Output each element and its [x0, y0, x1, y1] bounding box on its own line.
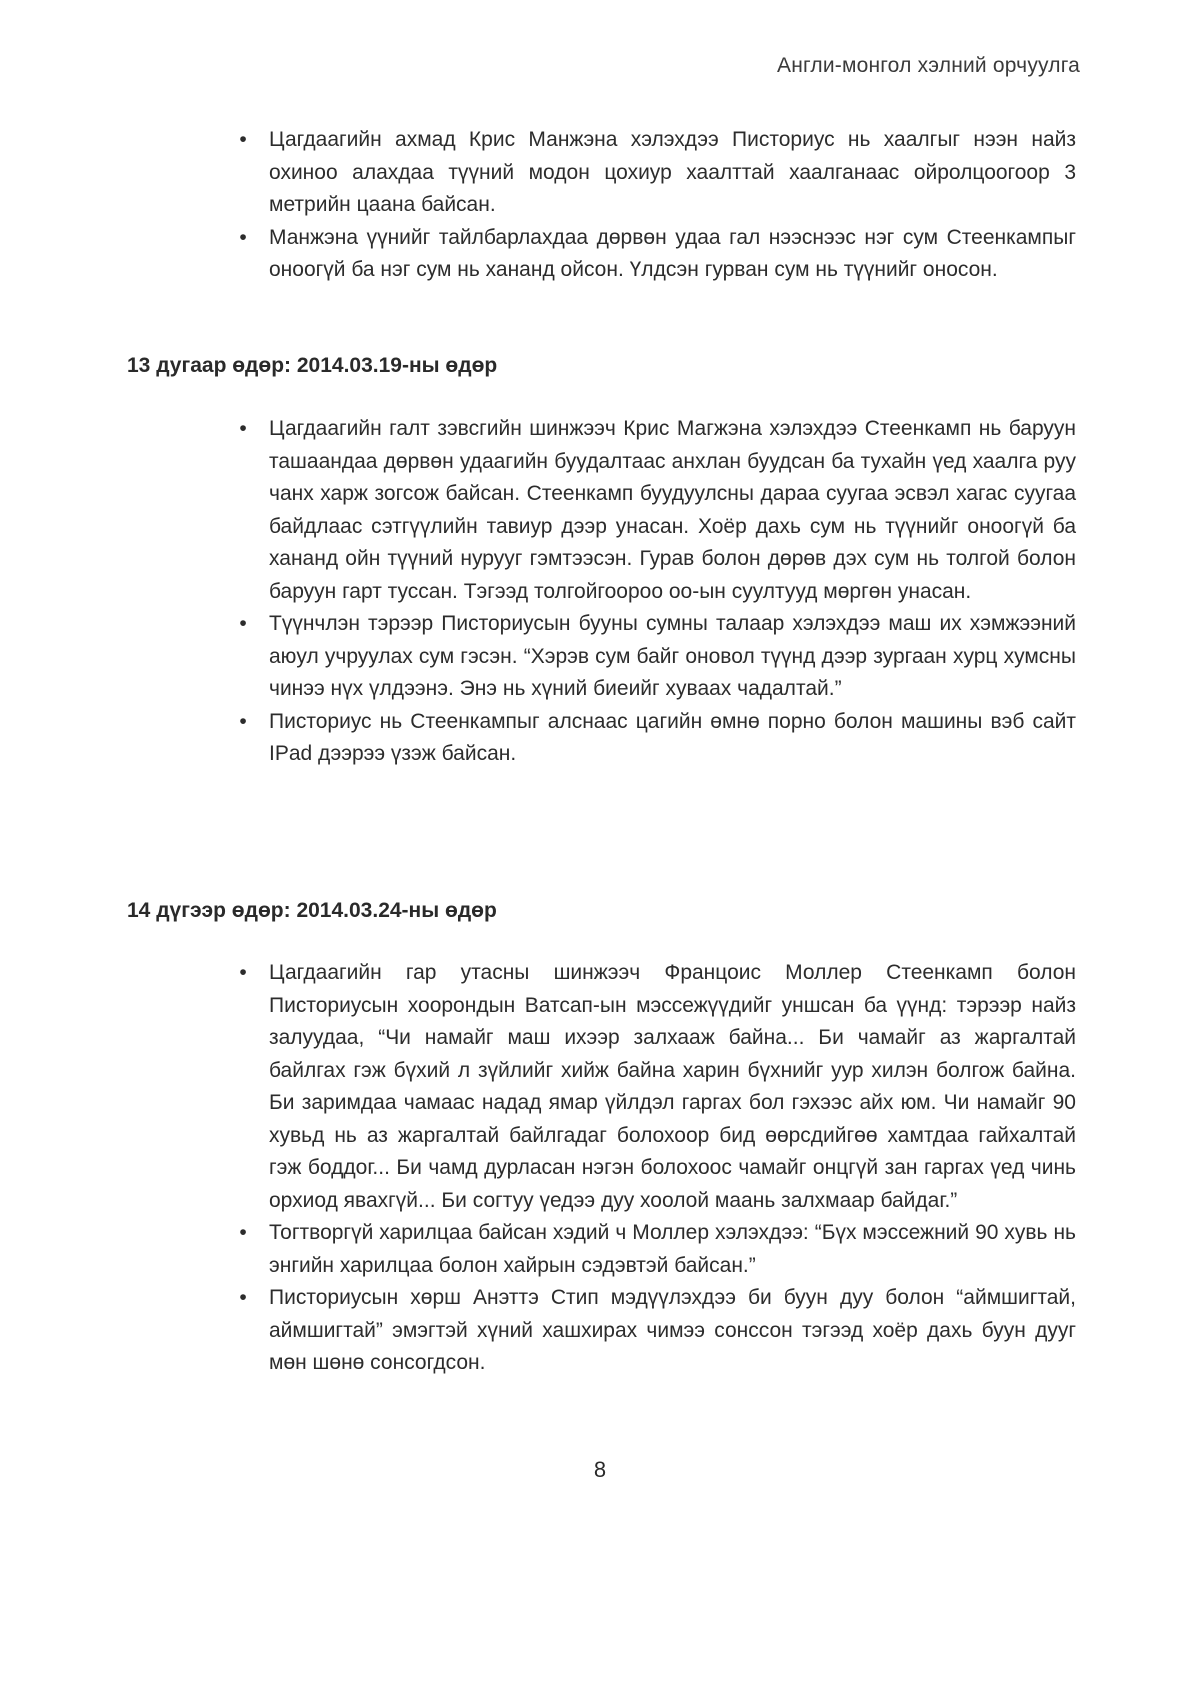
- list-item-text: Цагдаагийн галт зэвсгийн шинжээч Крис Магжэна хэлэхдээ Стеенкамп нь баруун ташаандаа дөрвөн удаагийн буудалтаас анхлан буудсан ба тухайн үед хаалга руу чанх харж зогсож байсан. Стеенкамп буудуулсны дараа суугаа эсвэл хагас суугаа байдлаас сэтгүүлийн тавиур дээр унасан. Хоёр дахь сум нь түүнийг оноогүй ба хананд ойн түүний нурууг гэмтээсэн. Гурав болон дөрөв дэх сум нь толгой болон баруун гарт туссан. Тэгээд толгойгоороо оо-ын суултууд мөргөн унасан.: [269, 417, 1076, 603]
- running-header: Англи-монгол хэлний орчуулга: [776, 54, 1080, 77]
- list-item: [236, 608, 1076, 706]
- bullet-icon: •: [239, 612, 247, 635]
- list-item-text: Цагдаагийн гар утасны шинжээч Францоис Моллер Стеенкамп болон Писториусын хоорондын Ватсап-ын мэссежүүдийг уншсан ба үүнд: тэрээр найз залуудаа, “Чи намайг маш ихээр залхааж байна... Би чамайг аз жаргалтай байлгах гэж бүхий л зүйлийг хийж байна харин бүхнийг уур хилэн болгож байна. Би заримдаа чамаас надад ямар үйлдэл гаргах бол гэхээс айх юм. Чи намайг 90 хувьд нь аз жаргалтай байлгадаг болохоор бид өөрсдийгөө хамтдаа гайхалтай гэж боддог... Би чамд дурласан нэгэн болохоос чамайг онцгүй зан гаргах үед чинь орхиод явахгүй... Би согтуу үедээ дуу хоолой маань залхмаар байдаг.”: [269, 961, 1076, 1212]
- bullet-icon: •: [239, 128, 247, 151]
- list-item-text: Манжэна үүнийг тайлбарлахдаа дөрвөн удаа гал нээснээс нэг сум Стеенкампыг оноогүй ба нэг сум нь хананд ойсон. Үлдсэн гурван сум нь түүнийг оносон.: [269, 225, 1076, 281]
- list-item-text: Писториус нь Стеенкампыг алснаас цагийн өмнө порно болон машины вэб сайт IPad дээрээ үзэж байсан.: [269, 709, 1076, 765]
- section-heading-day13: 13 дугаар өдөр: 2014.03.19-ны өдөр: [127, 354, 498, 377]
- day14-bullet-list: [236, 957, 1076, 1380]
- list-item: [236, 124, 1076, 222]
- bullet-icon: •: [239, 709, 247, 733]
- list-item-text: Цагдаагийн ахмад Крис Манжэна хэлэхдээ Писториус нь хаалгыг нээн найз охиноо алахдаа түүний модон цохиур хаалттай хаалганаас ойролцоогоор 3 метрийн цаана байсан.: [269, 128, 1076, 216]
- list-item: [236, 706, 1076, 771]
- list-item: [236, 1217, 1076, 1282]
- bullet-icon: •: [239, 225, 247, 249]
- list-item-text: Түүнчлэн тэрээр Писториусын бууны сумны талаар хэлэхдээ маш их хэмжээний аюул учруулах сум гэсэн. “Хэрэв сум байг оновол түүнд дээр зургаан хурц хумсны чинээ нүх үлдээнэ. Энэ нь хүний биеийг хуваах чадалтай.”: [269, 612, 1076, 700]
- intro-bullet-list: [236, 124, 1076, 287]
- bullet-icon: •: [239, 1286, 247, 1309]
- bullet-icon: •: [239, 1221, 247, 1244]
- bullet-icon: •: [239, 961, 247, 984]
- bullet-icon: •: [239, 417, 247, 440]
- list-item: [236, 1282, 1076, 1380]
- list-item-text: Писториусын хөрш Анэттэ Стип мэдүүлэхдээ би буун дуу болон “аймшигтай, аймшигтай” эмэгтэй хүний хашхирах чимээ сонссон тэгээд хоёр дахь буун дууг мөн шөнө сонсогдсон.: [269, 1286, 1076, 1374]
- list-item: [236, 222, 1076, 287]
- section-heading-day14: 14 дүгээр өдөр: 2014.03.24-ны өдөр: [127, 899, 497, 922]
- list-item: [236, 957, 1076, 1217]
- page-number: 8: [593, 1457, 607, 1482]
- day13-bullet-list: [236, 413, 1076, 771]
- list-item-text: Тогтворгүй харилцаа байсан хэдий ч Моллер хэлэхдээ: “Бүх мэссежний 90 хувь нь энгийн харилцаа болон хайрын сэдэвтэй байсан.”: [269, 1221, 1076, 1277]
- list-item: [236, 413, 1076, 608]
